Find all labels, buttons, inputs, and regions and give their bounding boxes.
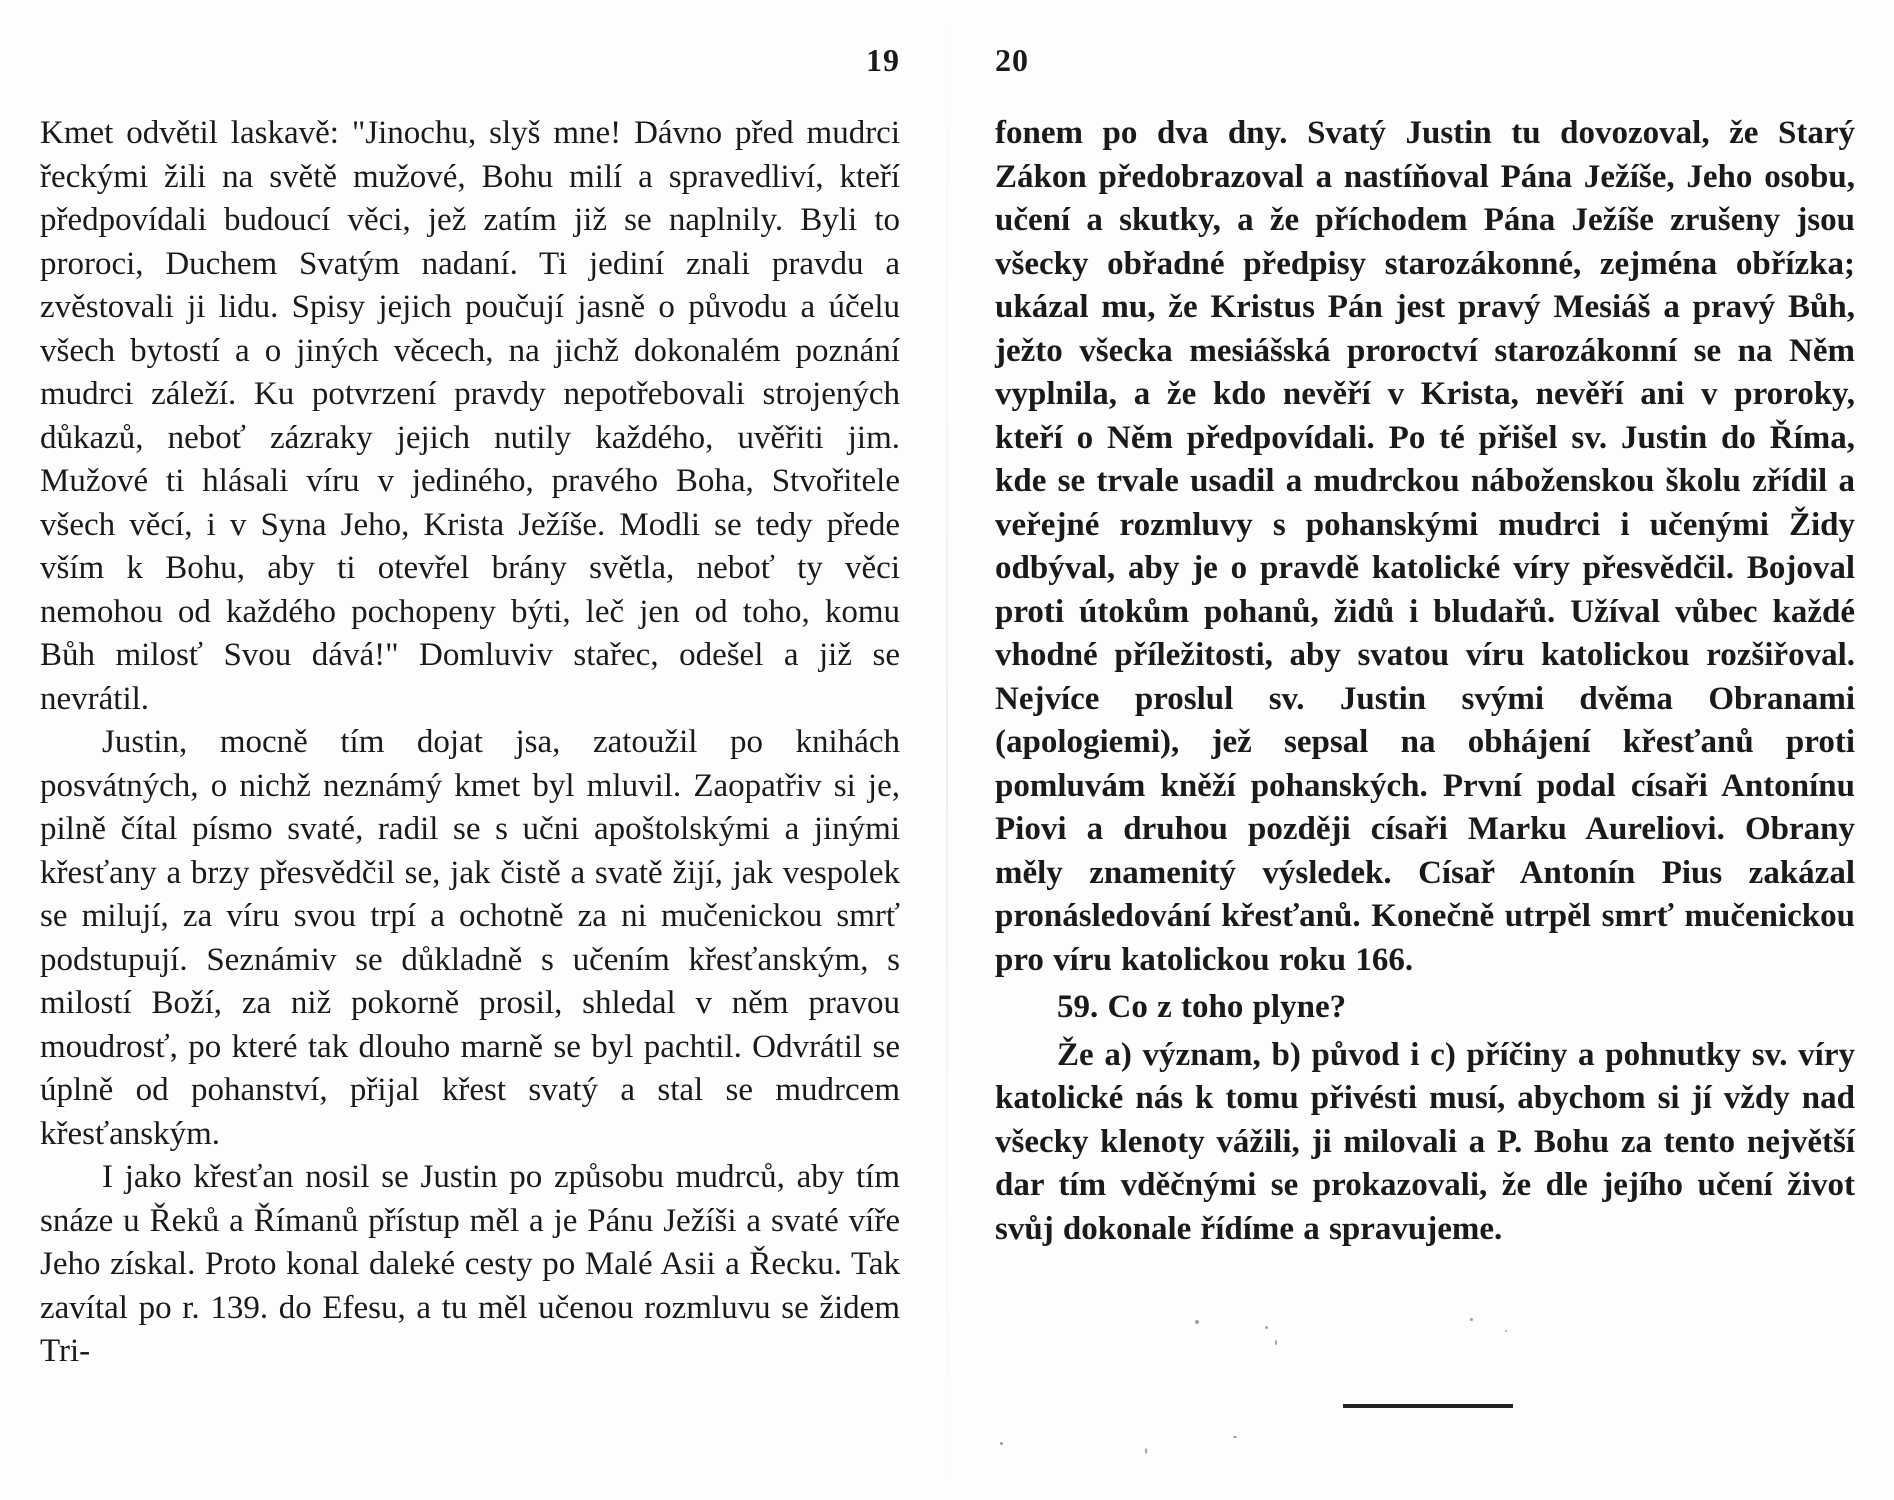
left-paragraph-1: Kmet odvětil laskavě: "Jinochu, slyš mne! Dávno před mudrci řeckými žili na světě mužové, Bohu milí a spravedliví, kteří předpovídali budoucí věci, jež zatím již se naplnily. Byli to proroci, Duchem Svatým nadaní. Ti jediní znali pravdu a zvěstovali ji lidu. Spisy jejich poučují jasně o původu a účelu všech bytostí a o jiných věcech, na jichž dokonalém poznání mudrci záleží. Ku potvrzení pravdy nepotřebovali strojených důkazů, neboť zázraky jejich nutily každého, uvěřiti jim. Mužové ti hlásali víru v jediného, pravého Boha, Stvořitele všech věcí, i v Syna Jeho, Krista Ježíše. Modli se tedy přede vším k Bohu, aby ti otevřel brány světla, neboť ty věci nemohou od každého pochopeny býti, leč jen od toho, komu Bůh milosť Svou dává!" Domluviv stařec, odešel a již se nevrátil. [40, 115, 900, 717]
left-paragraph-2: Justin, mocně tím dojat jsa, zatoužil po knihách posvátných, o nichž neznámý kmet byl mluvil. Zaopatřiv si je, pilně čítal písmo svaté, radil se s učni apoštolskými a jinými křesťany a brzy přesvědčil se, jak čistě a svatě žijí, jak vespolek se milují, za víru svou trpí a ochotně za ni mučenickou smrť podstupují. Seznámiv se důkladně s učením křesťanským, s milostí Boží, za niž pokorně prosil, shledal v něm pravou moudrosť, po které tak dlouho marně se byl pachtil. Odvrátil se úplně od pohanství, přijal křest svatý a stal se mudrcem křesťanským. [40, 724, 900, 1152]
print-speckle [1265, 1326, 1268, 1329]
question-59: 59. Co z toho plyne? [1057, 989, 1347, 1025]
right-page-text [995, 112, 1855, 1251]
page-number-right: 20 [995, 42, 1029, 78]
print-speckle [1195, 1320, 1199, 1324]
end-rule [1343, 1404, 1513, 1408]
left-paragraph-3: I jako křesťan nosil se Justin po způsobu mudrců, aby tím snáze u Řeků a Římanů přístup měl a je Pánu Ježíši a svaté víře Jeho získal. Proto konal daleké cesty po Malé Asii a Řecku. Tak zavítal po r. 139. do Efesu, a tu měl učenou rozmluvu se židem Tri- [40, 1159, 900, 1369]
gutter-shadow [946, 0, 948, 1500]
right-paragraph: fonem po dva dny. Svatý Justin tu dovozoval, že Starý Zákon předobrazoval a nastíňoval Pána Ježíše, Jeho osobu, učení a skutky, a že příchodem Pána Ježíše zrušeny jsou všecky obřadné předpisy starozákonné, zejména obřízka; ukázal mu, že Kristus Pán jest pravý Mesiáš a pravý Bůh, ježto všecka mesiášská proroctví starozákonní se na Něm vyplnila, a že kdo nevěří v Krista, nevěří ani v proroky, kteří o Něm předpovídali. Po té přišel sv. Justin do Říma, kde se trvale usadil a mudrckou náboženskou školu zřídil a veřejné rozmluvy s pohanskými mudrci i učenými Židy odbýval, aby je o pravdě katolické víry přesvědčil. Bojoval proti útokům pohanů, židů i bludařů. Užíval vůbec každé vhodné příležitosti, aby svatou víru katolickou rozšiřoval. Nejvíce proslul sv. Justin svými dvěma Obranami (apologiemi), jež sepsal na obhájení křesťanů proti pomluvám kněží pohanských. První podal císaři Antonínu Piovi a druhou později císaři Marku Aureliovi. Obrany měly znamenitý výsledek. Císař Antonín Pius zakázal pronásledování křesťanů. Konečně utrpěl smrť mučenickou pro víru katolickou roku 166. [995, 115, 1855, 978]
answer-59: Že a) význam, b) původ i c) příčiny a pohnutky sv. víry katolické nás k tomu přivésti musí, abychom si jí vždy nad všecky klenoty vážili, ji milovali a P. Bohu za tento největší dar tím vděčnými se prokazovali, že dle jejího učení život svůj dokonale řídíme a spravujeme. [995, 1036, 1855, 1247]
left-page-text [40, 112, 900, 1374]
page-number-left: 19 [866, 42, 900, 78]
print-speckle [1470, 1318, 1473, 1321]
print-speckle [1275, 1340, 1277, 1345]
print-speckle [1505, 1330, 1507, 1332]
print-speckle [1000, 1442, 1003, 1445]
print-speckle [1233, 1436, 1237, 1438]
print-speckle [1145, 1448, 1147, 1454]
